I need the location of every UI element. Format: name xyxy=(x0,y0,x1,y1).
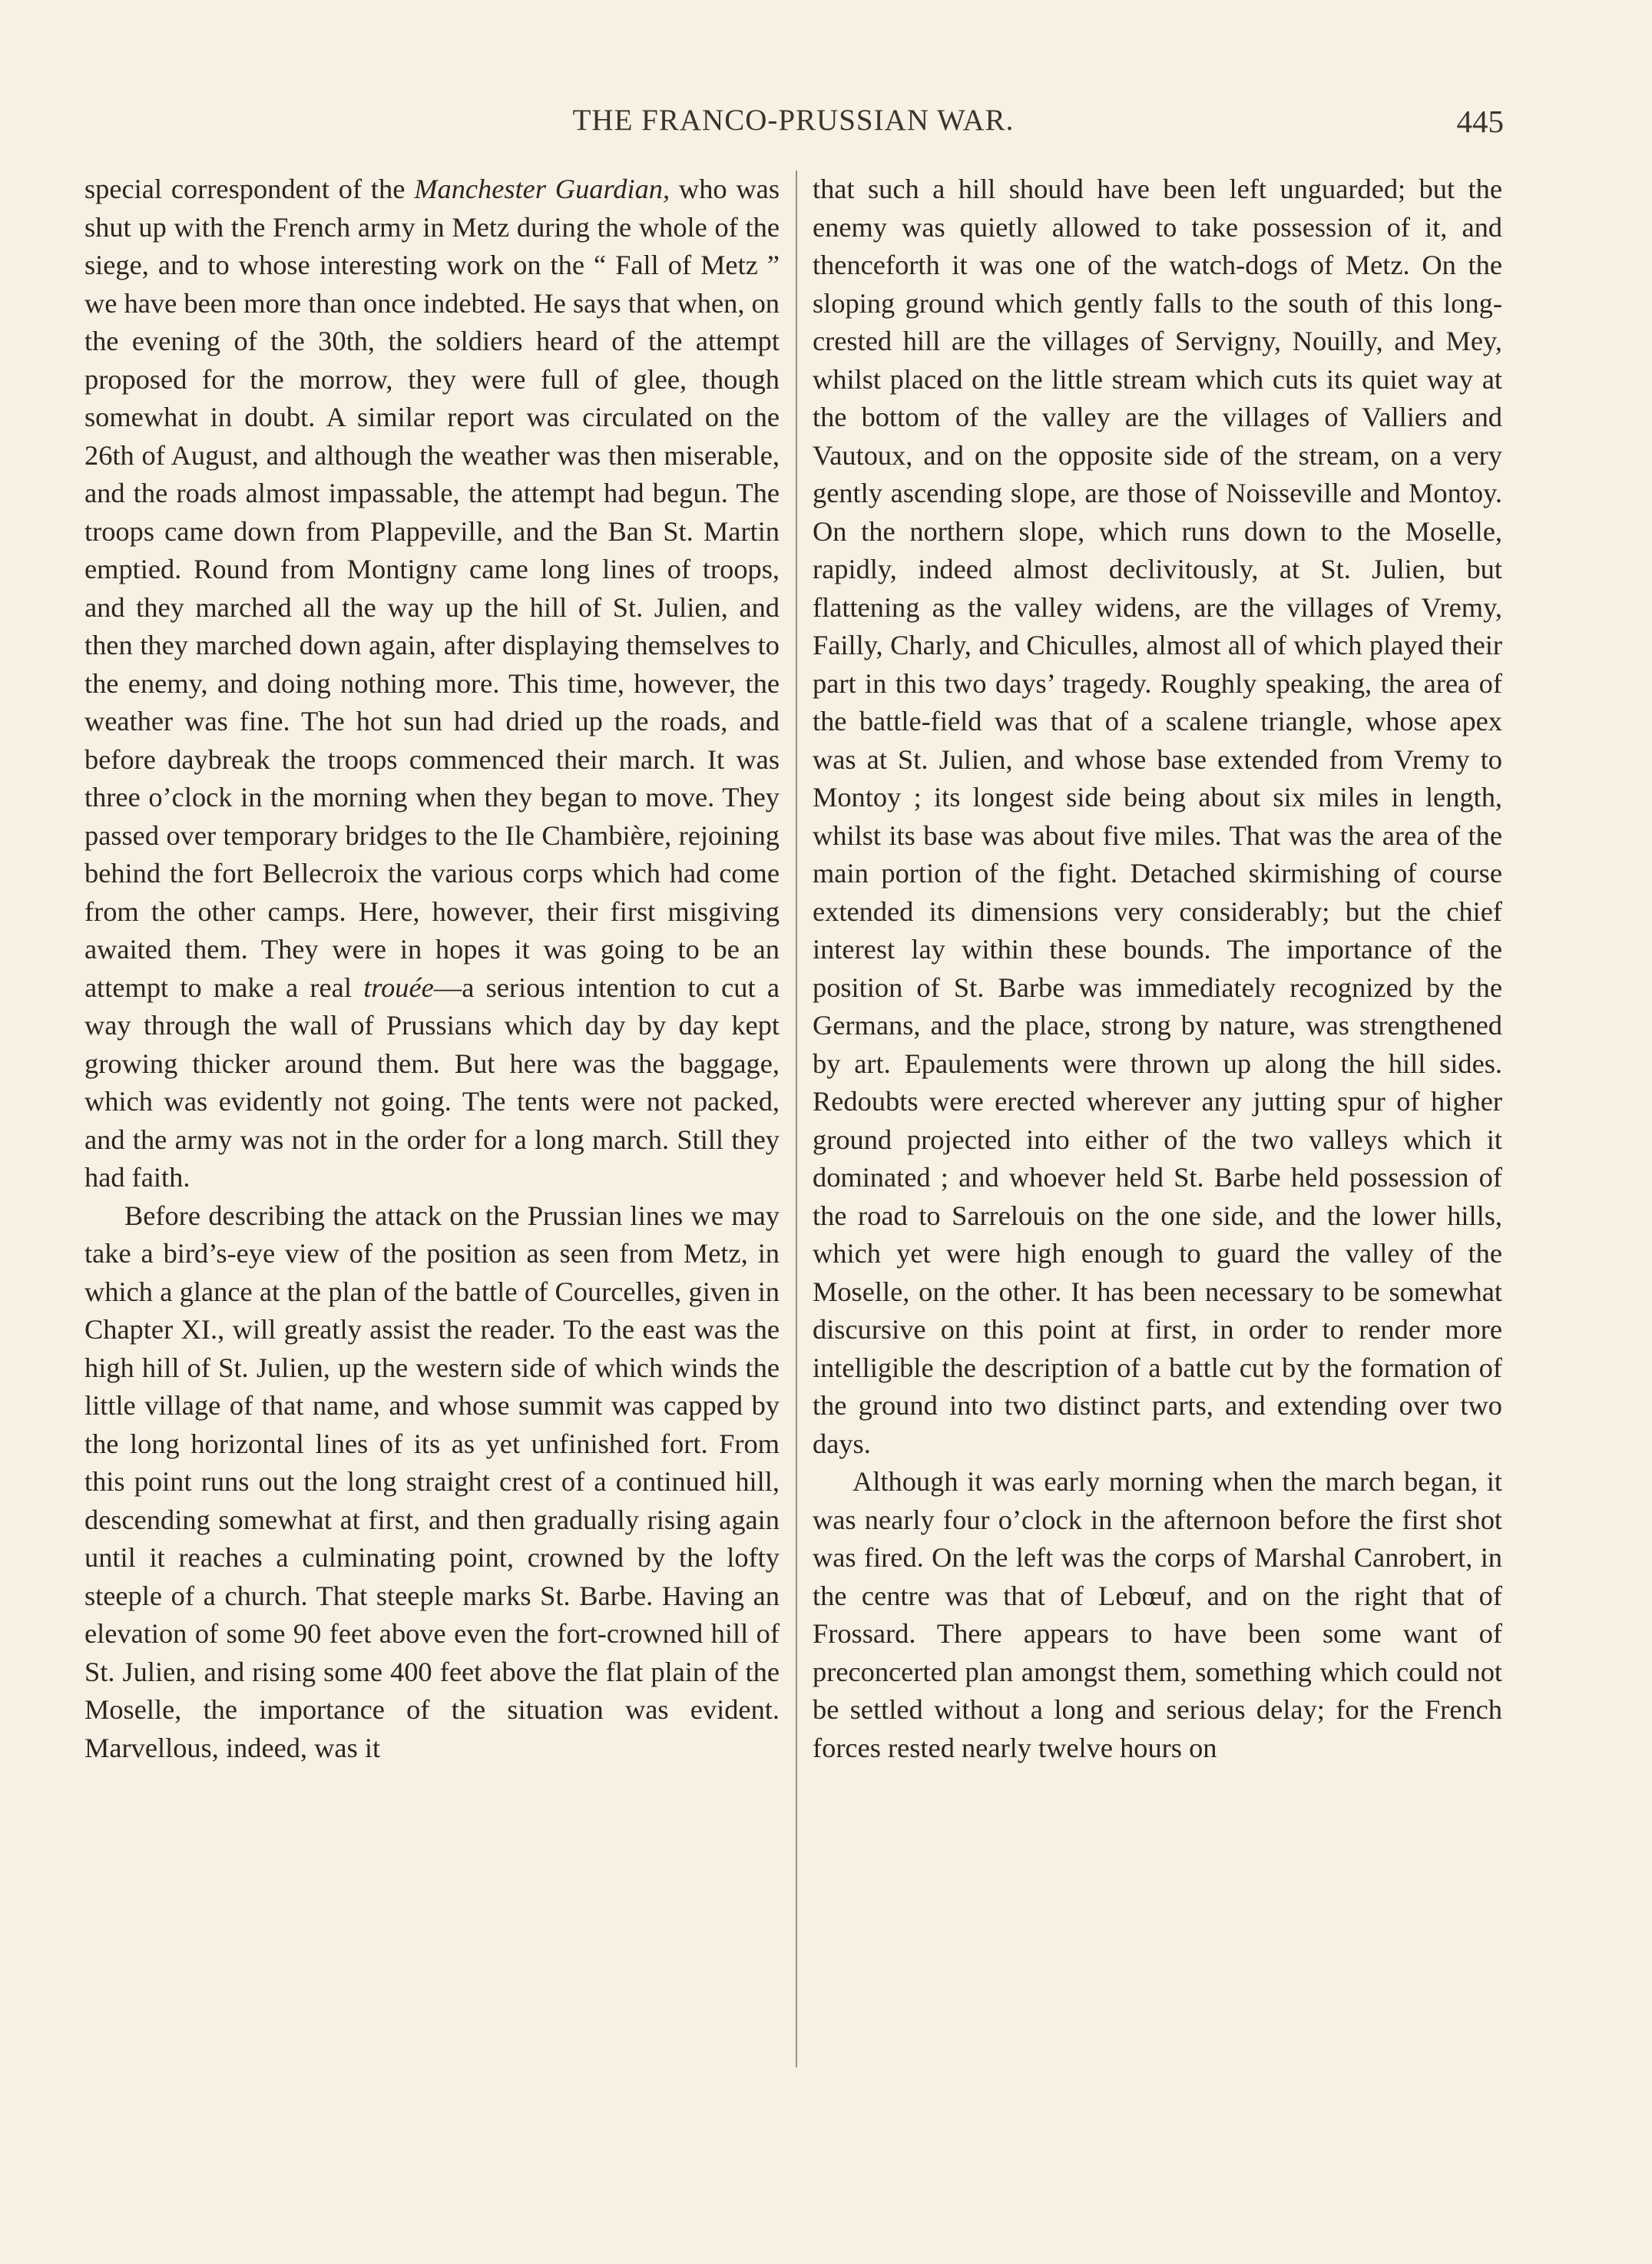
page-number: 445 xyxy=(1456,104,1504,139)
text-run: —a serious intention to cut a way through the wall of Prussians which day by day kept growing thicker around them. But here was the baggage, which was evidently not going. The tents were not packed, and the army was not in the order for a long march. Still they had faith. xyxy=(84,971,780,1193)
running-title: THE FRANCO-PRUSSIAN WAR. xyxy=(572,104,1015,137)
left-column xyxy=(84,170,780,1767)
page-header xyxy=(83,103,1504,149)
italic-word-trouee: trouée xyxy=(363,971,434,1003)
italic-title-manchester-guardian: Manchester Guardian, xyxy=(414,174,670,204)
right-paragraph-2: Although it was early morning when the march began, it was nearly four o’clock in the afternoon before the first shot was fired. On the left was the corps of Marshal Canrobert, in the centre was that of Lebœuf, and on the right that of Frossard. There appears to have been some want of preconcerted plan amongst them, something which could not be settled without a long and serious delay; for the French forces rested nearly twelve hours on xyxy=(813,1466,1502,1763)
left-paragraph-2: Before describing the attack on the Prussian lines we may take a bird’s-eye view of the position as seen from Metz, in which a glance at the plan of the battle of Courcelles, given in Chapter XI., will greatly assist the reader. To the east was the high hill of St. Julien, up the western side of which winds the little village of that name, and whose summit was capped by the long horizontal lines of its as yet unfinished fort. From this point runs out the long straight crest of a continued hill, descending somewhat at first, and then gradually rising again until it reaches a culminating point, crowned by the lofty steeple of a church. That steeple marks St. Barbe. Having an elevation of some 90 feet above even the fort-crowned hill of St. Julien, and rising some 400 feet above the flat plain of the Moselle, the importance of the situation was evident. Marvellous, indeed, was it xyxy=(84,1200,780,1763)
left-paragraph-1 xyxy=(84,170,780,1197)
text-run: who was shut up with the French army in Metz during the whole of the siege, and to whose interesting work on the “ Fall of Metz ” we have been more than once indebted. He says that when, on the evening of the 30th, the soldiers heard of the attempt proposed for the morrow, they were full of glee, though somewhat in doubt. A similar report was circulated on the 26th of August, and although the weather was then miserable, and the roads almost impassable, the attempt had begun. The troops came down from Plappeville, and the Ban St. Martin emptied. Round from Montigny came long lines of troops, and they marched all the way up the hill of St. Julien, and then they marched down again, after displaying themselves to the enemy, and doing nothing more. This time, however, the weather was fine. The hot sun had dried up the roads, and before daybreak the troops commenced their march. It was three o’clock in the morning when they began to move. They passed over temporary bridges to the Ile Chambière, rejoining behind the fort Bellecroix the various corps which had come from the other camps. Here, however, their first misgiving awaited them. They were in hopes it was going to be an attempt to make a real xyxy=(84,174,780,1003)
right-column xyxy=(813,170,1502,1767)
right-paragraph-1: that such a hill should have been left unguarded; but the enemy was quietly allowed to take possession of it, and thenceforth it was one of the watch-dogs of Metz. On the sloping ground which gently falls to the south of this long-crested hill are the villages of Servigny, Nouilly, and Mey, whilst placed on the little stream which cuts its quiet way at the bottom of the valley are the villages of Valliers and Vautoux, and on the opposite side of the stream, on a very gently ascending slope, are those of Noisseville and Montoy. On the northern slope, which runs down to the Moselle, rapidly, indeed almost declivitously, at St. Julien, but flattening as the valley widens, are the villages of Vremy, Failly, Charly, and Chiculles, almost all of which played their part in this two days’ tragedy. Roughly speaking, the area of the battle-field was that of a scalene triangle, whose apex was at St. Julien, and whose base extended from Vremy to Montoy ; its longest side being about six miles in length, whilst its base was about five miles. That was the area of the main portion of the fight. Detached skirmishing of course extended its dimensions very considerably; but the chief interest lay within these bounds. The importance of the position of St. Barbe was immediately recognized by the Germans, and the place, strong by nature, was strengthened by art. Epaulements were thrown up along the hill sides. Redoubts were erected wherever any jutting spur of higher ground projected into either of the two valleys which it dominated ; and whoever held St. Barbe held possession of the road to Sarrelouis on the one side, and the lower hills, which yet were high enough to guard the valley of the Moselle, on the other. It has been necessary to be somewhat discursive on this point at first, in order to render more intelligible the description of a battle cut by the formation of the ground into two distinct parts, and extending over two days. xyxy=(813,174,1502,1459)
column-divider xyxy=(796,170,797,2067)
text-run: special correspondent of the xyxy=(84,174,415,204)
